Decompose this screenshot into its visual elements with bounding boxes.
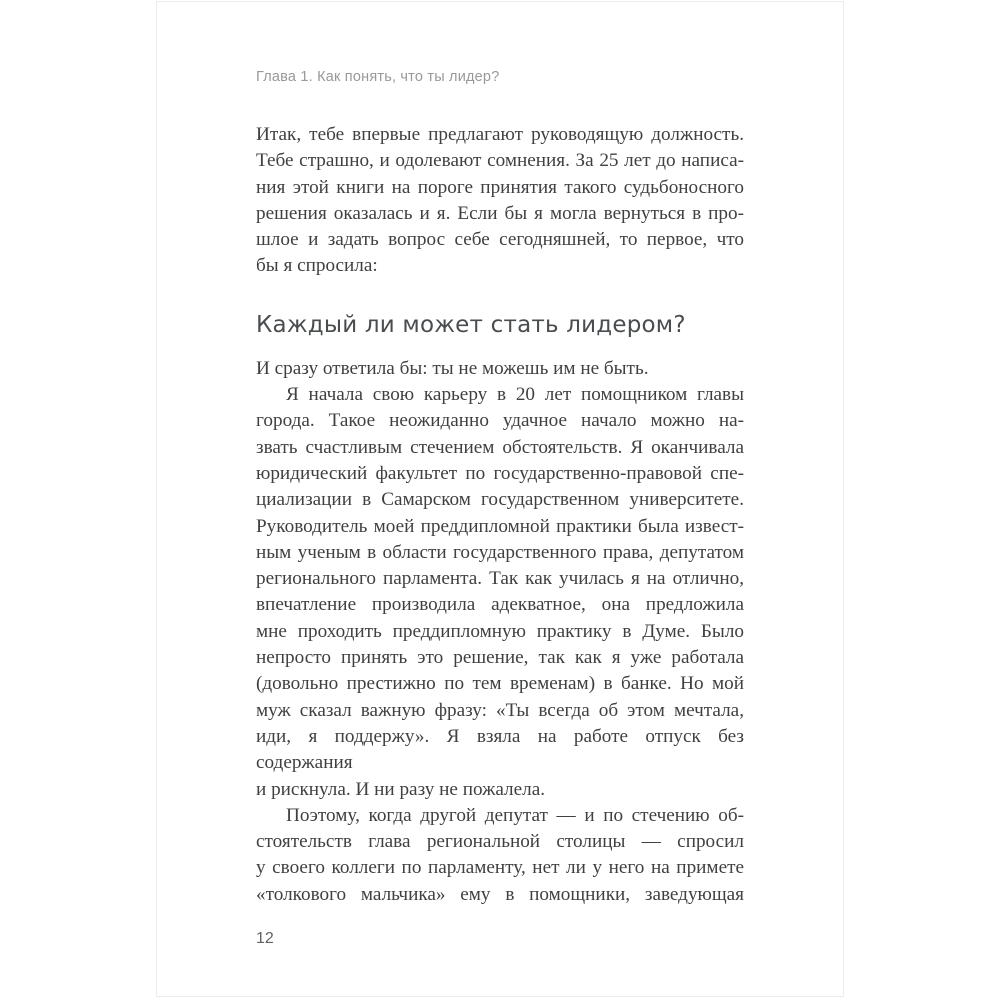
- paragraph: [256, 122, 744, 280]
- text-line: Итак, тебе впервые предлагают руководящую должность.: [256, 124, 744, 145]
- text-line: юридический факультет по государственно-правовой спе-: [256, 462, 744, 484]
- text-line: звать счастливым стечением обстоятельств. Я оканчивала: [256, 436, 744, 458]
- paragraph: [256, 356, 744, 382]
- text-line: муж сказал важную фразу: «Ты всегда об этом мечтала,: [256, 699, 744, 721]
- page-number: 12: [256, 930, 274, 947]
- text-line: шлое и задать вопрос себе сегодняшней, то первое, что: [256, 229, 744, 251]
- page-body: [256, 122, 744, 908]
- text-line: у своего коллеги по парламенту, нет ли у него на примете: [256, 857, 744, 879]
- text-line: Я начала свою карьеру в 20 лет помощником главы: [286, 384, 744, 406]
- text-line: регионального парламента. Так как училась я на отлично,: [256, 568, 744, 590]
- text-line: И сразу ответила бы: ты не можешь им не быть.: [256, 357, 649, 379]
- text-line: бы я спросила:: [256, 255, 378, 277]
- text-line: впечатление производила адекватное, она предложила: [256, 594, 744, 616]
- text-line: Руководитель моей преддипломной практики была извест-: [256, 515, 744, 537]
- text-line: стоятельств глава региональной столицы — спросил: [256, 831, 744, 853]
- text-line: ния этой книги на пороге принятия такого судьбоносного: [256, 176, 744, 198]
- text-line: «толкового мальчика» ему в помощники, заведующая: [256, 883, 744, 905]
- text-line: (довольно престижно по тем временам) в банке. Но мой: [256, 673, 744, 695]
- text-line: ным ученым в области государственного права, депутатом: [256, 541, 744, 563]
- book-page: [156, 1, 844, 997]
- text-line: Тебе страшно, и одолевают сомнения. За 25 лет до написа-: [256, 150, 744, 172]
- text-line: Поэтому, когда другой депутат — и по стечению об-: [286, 804, 744, 826]
- text-line: циализации в Самарском государственном университете.: [256, 489, 744, 511]
- text-line: решения оказалась и я. Если бы я могла вернуться в про-: [256, 202, 744, 224]
- text-line: непросто принять это решение, так как я уже работала: [256, 647, 744, 669]
- text-line: мне проходить преддипломную практику в Думе. Было: [256, 620, 744, 642]
- text-line: иди, я поддержу». Я взяла на работе отпуск без содержания: [256, 725, 744, 774]
- paragraph: [256, 382, 744, 803]
- paragraph: [256, 803, 744, 908]
- text-line: города. Такое неожиданно удачное начало можно на-: [256, 410, 744, 432]
- section-heading: Каждый ли может стать лидером?: [256, 311, 686, 338]
- running-header: Глава 1. Как понять, что ты лидер?: [256, 69, 500, 85]
- text-line: и рискнула. И ни разу не пожалела.: [256, 778, 546, 800]
